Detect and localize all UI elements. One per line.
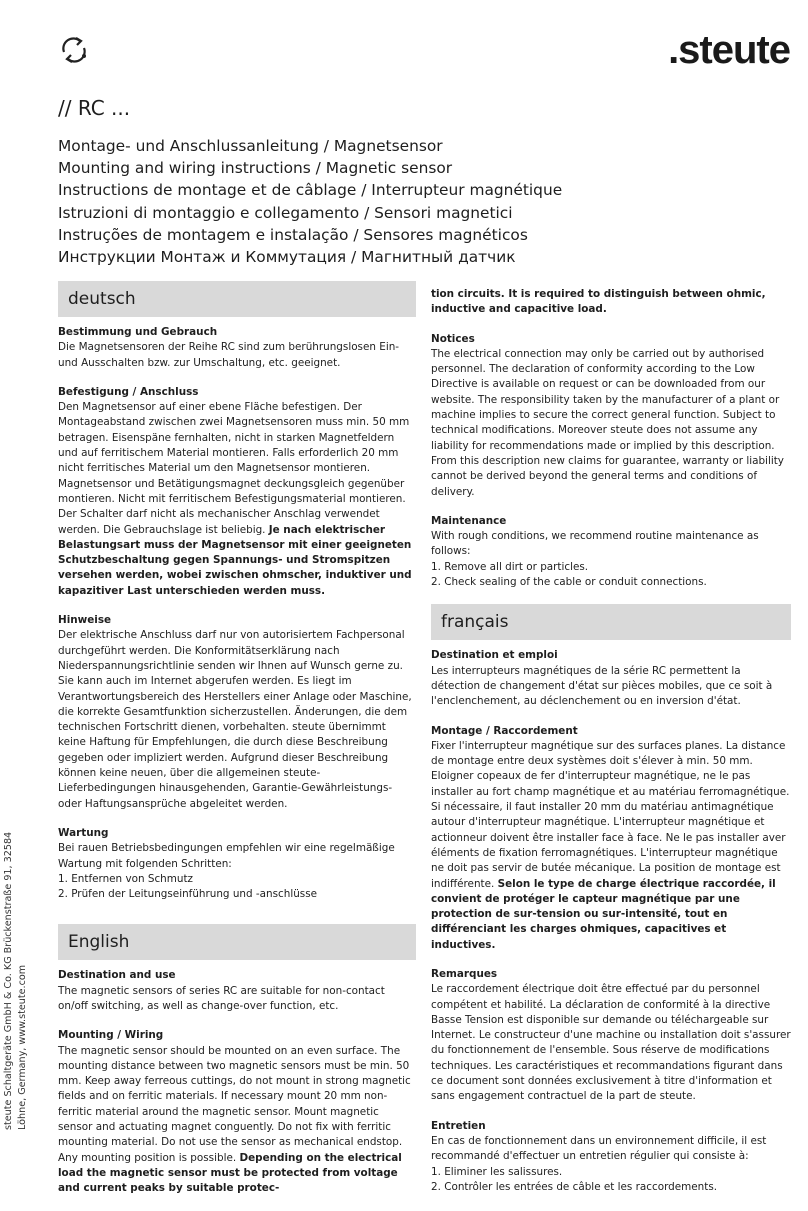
- fr-maintenance: Entretien En cas de fonctionnement dans un environnement difficile, il est recommandé d'effectuer un entretien régulier qui consiste à: 1. Eliminer les salissures. 2. Contrôler les entrées de câble et les raccordements.: [431, 1119, 791, 1195]
- en-purpose: Destination and use The magnetic sensors of series RC are suitable for non-contact on/off switching, as well as change-over function, etc.: [58, 969, 385, 1012]
- section-header-deutsch: deutsch: [58, 281, 416, 317]
- company-address: steute Schaltgeräte GmbH & Co. KG Brückenstraße 91, 32584 Löhne, Germany, www.steute.com: [3, 831, 28, 1130]
- fr-mounting: Montage / Raccordement Fixer l'interrupteur magnétique sur des surfaces planes. La distance de montage entre deux systèmes doit s'élever à min. 50 mm. Eloigner copeaux de fer d'interrupteur magnétique, ne le pas installer au fort champ magnétique et au matériau ferromagnétique. Si nécessaire, il faut installer 20 mm du matériau antimagnétique autour d'interrupteur magnétique. L'interrupteur magnétique et actionneur doivent être installer face à face. Ne le pas installer aver éléments de fixation ferromagnétiques. L'interrupteur magnétique ne doit pas servir de butée mécanique. La position de montage est indifférente. Selon le type de charge électrique raccordée, il convient de protéger le capteur magnétique par une protection de sur-tension ou sur-intensité, tout en différenciant les charges ohmiques, capacitives et inductives.: [431, 724, 790, 951]
- heading-it: Istruzioni di montaggio e collegamento / Sensori magnetici: [58, 203, 513, 222]
- document-headings: [58, 135, 778, 268]
- en-maintenance: Maintenance With rough conditions, we recommend routine maintenance as follows: 1. Remove all dirt or particles. 2. Check sealing of the cable or conduit connections.: [431, 514, 791, 590]
- en-mounting-continued: tion circuits. It is required to distinguish between ohmic, inductive and capacitive load.: [431, 288, 766, 316]
- list-item: 1. Entfernen von Schmutz: [58, 872, 193, 885]
- list-item: 2. Check sealing of the cable or conduit connections.: [431, 576, 707, 589]
- list-item: 1. Remove all dirt or particles.: [431, 560, 589, 573]
- list-item: 2. Contrôler les entrées de câble et les raccordements.: [431, 1180, 718, 1193]
- section-header-english: English: [58, 924, 416, 960]
- list-item: 1. Eliminer les salissures.: [431, 1165, 563, 1178]
- heading-pt: Instruções de montagem e instalação / Sensores magnéticos: [58, 225, 528, 244]
- fr-notices: Remarques Le raccordement électrique doit être effectué par du personnel compétent et habilité. La déclaration de conformité à la directive Basse Tension est disponible sur demande ou téléchargeable sur Internet. Le constructeur d'une machine ou installation doit s'assurer du fonctionnement de l'ensemble. Sous réserve de modifications techniques. Les caractéristiques et recommandations figurant dans ce document sont données exclusivement à titre d'information et sans engagement contractuel de la part de steute.: [431, 967, 791, 1103]
- heading-de: Montage- und Anschlussanleitung / Magnetsensor: [58, 137, 443, 155]
- heading-en: Mounting and wiring instructions / Magnetic sensor: [58, 159, 453, 178]
- heading-fr: Instructions de montage et de câblage / Interrupteur magnétique: [58, 181, 563, 200]
- section-header-francais: français: [431, 604, 791, 640]
- de-notices: Hinweise Der elektrische Anschluss darf nur von autorisiertem Fachpersonal durchgeführt werden. Die Konformitätserklärung nach Niederspannungsrichtlinie senden wir Ihnen auf Wunsch gerne zu. Sie kann auch im Internet abgerufen werden. Es liegt im Verantwortungsbereich des Herstellers einer Anlage oder Maschine, die korrekte Gesamtfunktion sicherzustellen. Änderungen, die dem technischen Fortschritt dienen, vorbehalten. steute übernimmt keine Haftung für Empfehlungen, die durch diese Beschreibung gegeben oder impliziert werden. Aufgrund dieser Beschreibung können keine neuen, über die allgemeinen steute-Lieferbedingungen hinausgehenden, Garantie-Gewährleistungs- oder Haftungsansprüche abgeleitet werden.: [58, 614, 412, 810]
- list-item: 2. Prüfen der Leitungseinführung und -anschlüsse: [58, 888, 318, 901]
- brand-logo: .steute: [668, 28, 790, 72]
- de-maintenance: Wartung Bei rauen Betriebsbedingungen empfehlen wir eine regelmäßige Wartung mit folgenden Schritten: 1. Entfernen von Schmutz 2. Prüfen der Leitungseinführung und -anschlüsse: [58, 826, 416, 902]
- product-title: // RC ...: [58, 96, 131, 120]
- right-column: [431, 287, 791, 1209]
- en-mounting: Mounting / Wiring The magnetic sensor should be mounted on an even surface. The mounting distance between two magnetic sensors must be min. 50 mm. Keep away ferreous cuttings, do not mount in strong magnetic fields and on ferritic materials. If necessary mount 20 mm non-ferritic material around the magnetic sensor. Mount magnetic sensor and actuating magnet conguently. Do not fix with ferritic mounting material. Do not use the sensor as mechanical endstop. Any mounting position is possible. Depending on the electrical load the magnetic sensor must be protected from voltage and current peaks by suitable protec-: [58, 1029, 411, 1195]
- de-mounting: Befestigung / Anschluss Den Magnetsensor auf einer ebene Fläche befestigen. Der Montageabstand zwischen zwei Magnetsensoren muss min. 50 mm betragen. Eisenspäne fernhalten, nicht in starken Magnetfeldern und auf ferritischem Material montieren. Falls erforderlich 20 mm nicht ferritisches Material um den Magnetsensor montieren. Magnetsensor und Betätigungsmagnet deckungsgleich gegenüber montieren. Nicht mit ferritischem Befestigungsmaterial montieren. Der Schalter darf nicht als mechanischer Anschlag verwendet werden. Die Gebrauchslage ist beliebig. Je nach elektrischer Belastungsart muss der Magnetsensor mit einer geeigneten Schutzbeschaltung gegen Spannungs- und Stromspitzen versehen werden, wobei zwischen ohmscher, induktiver und kapazitiver Last unterschieden werden muss.: [58, 385, 412, 597]
- de-purpose: Bestimmung und Gebrauch Die Magnetsensoren der Reihe RC sind zum berührungslosen Ein- und Ausschalten bzw. zur Umschaltung, etc. geeignet.: [58, 326, 400, 369]
- left-column: [58, 281, 416, 1211]
- heading-ru: Инструкции Монтаж и Коммутация / Магнитный датчик: [58, 248, 516, 267]
- fr-purpose: Destination et emploi Les interrupteurs magnétiques de la série RC permettent la détection de changement d'état sur pièces mobiles, que ce soit à l'enclenchement, au déclenchement ou en inversion d'état.: [431, 649, 773, 708]
- en-notices: Notices The electrical connection may only be carried out by authorised personnel. The declaration of conformity according to the Low Directive is available on request or can be downloaded from our website. The responsibility taken by the manufacturer of a plant or machine implies to secure the correct general function. Subject to technical modifications. Moreover steute does not assume any liability for recommendations made or implied by this description. From this description new claims for guarantee, warranty or liability cannot be derived beyond the general terms and conditions of delivery.: [431, 332, 784, 498]
- recycle-arrows-icon: [58, 34, 90, 66]
